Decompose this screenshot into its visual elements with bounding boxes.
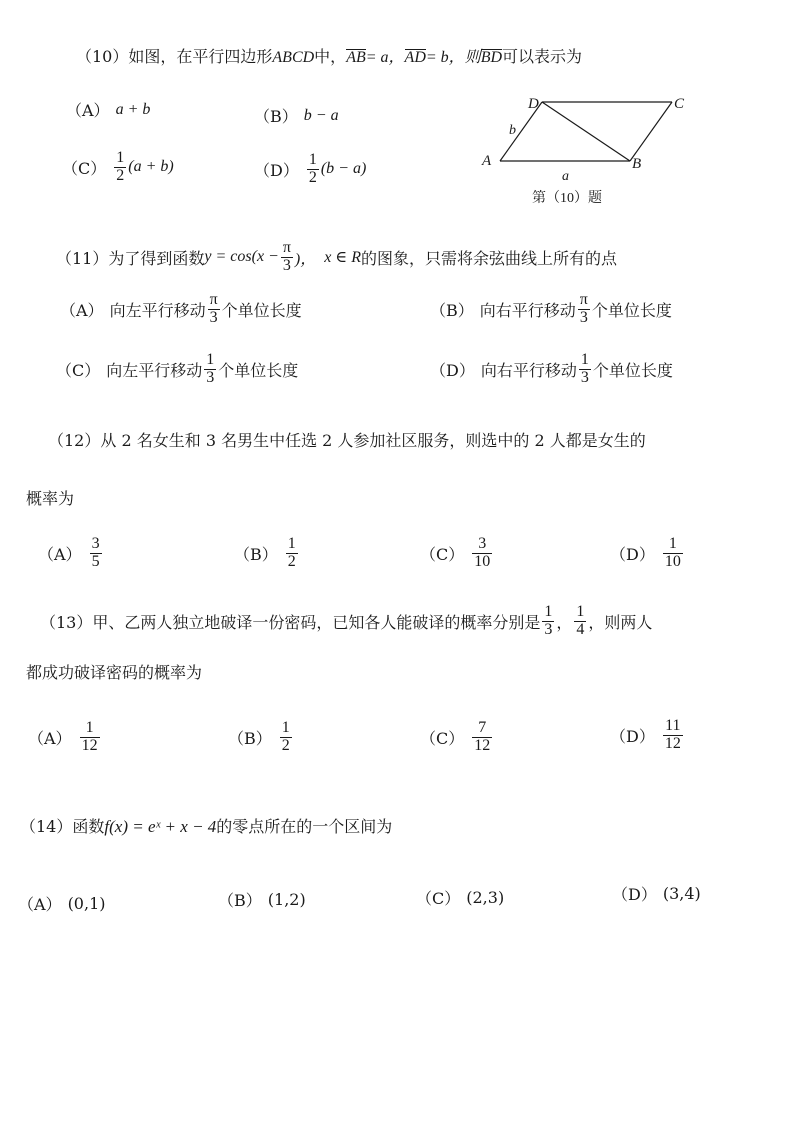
q13-text-2: ，则两人 — [588, 612, 653, 632]
option-label: （A） — [60, 300, 104, 320]
option-value: (0,1) — [67, 894, 106, 913]
q13-text-1: 甲、乙两人独立地破译一份密码，已知各人能破译的概率分别是 — [92, 612, 541, 632]
option-fraction: $\frac{1}{10}$ — [664, 535, 681, 570]
q10-eq-2: = b，则 — [425, 49, 481, 66]
option-fraction: $\frac{11}{12}$ — [664, 717, 681, 752]
option-label: （C） — [420, 728, 465, 748]
point-label-c: C — [674, 96, 685, 112]
q11-func-1: y = cos(x − — [204, 248, 279, 266]
q12-option-d[interactable] — [610, 536, 685, 571]
q10-vector-ab: AB — [346, 49, 366, 66]
q14-option-b[interactable] — [218, 888, 306, 911]
q11-pi-over-3: $\frac{\pi}{3}$ — [282, 239, 291, 274]
q14-stem — [20, 814, 392, 837]
q14-text-2: 的零点所在的一个区间为 — [216, 817, 393, 836]
option-label: （B） — [254, 107, 298, 126]
option-expr: b − a — [303, 106, 339, 124]
option-text-post: 个单位长度 — [591, 300, 672, 320]
option-label: （D） — [610, 544, 655, 564]
q10-option-c[interactable] — [62, 150, 174, 185]
q10-text-3: 可以表示为 — [502, 47, 583, 66]
option-label: （D） — [430, 360, 475, 380]
option-label: （D） — [612, 885, 657, 904]
option-text-post: 个单位长度 — [221, 300, 302, 320]
option-label: （C） — [56, 360, 101, 380]
option-fraction: $\frac{7}{12}$ — [474, 719, 491, 754]
q13-stem-line-1 — [40, 604, 652, 639]
option-text-pre: 向右平行移动 — [479, 300, 576, 320]
option-value: (2,3) — [466, 888, 505, 907]
q11-func-2: )， — [294, 250, 317, 268]
q11-option-c[interactable] — [56, 352, 298, 387]
q10-text-2: 中， — [314, 47, 347, 66]
q10-option-d[interactable] — [254, 152, 366, 187]
q11-text-2: 的图象，只需将余弦曲线上所有的点 — [360, 248, 617, 268]
option-text-post: 个单位长度 — [592, 360, 673, 380]
option-value: (3,4) — [662, 884, 701, 903]
q11-option-b[interactable] — [430, 292, 672, 327]
option-fraction: $\frac{1}{2}$ — [116, 149, 125, 184]
q14-option-a[interactable] — [18, 892, 106, 915]
q12-stem-line-2: 概率为 — [26, 489, 75, 508]
option-fraction: $\frac{\pi}{3}$ — [209, 291, 218, 326]
q11-text-1: 为了得到函数 — [108, 248, 205, 268]
q14-number: （14） — [20, 817, 73, 836]
option-fraction: $\frac{1}{2}$ — [287, 535, 296, 570]
q11-option-a[interactable] — [60, 292, 302, 327]
option-fraction: $\frac{1}{12}$ — [81, 719, 98, 754]
q13-number: （13） — [40, 612, 93, 632]
q12-option-c[interactable] — [420, 536, 494, 571]
option-fraction: $\frac{1}{2}$ — [308, 151, 317, 186]
option-text-post: 个单位长度 — [218, 360, 299, 380]
option-label: （A） — [28, 728, 72, 748]
option-fraction: $\frac{\pi}{3}$ — [579, 291, 588, 326]
option-expr: a + b — [115, 100, 151, 118]
q10-eq-1: = a， — [365, 49, 405, 66]
q11-option-d[interactable] — [430, 352, 673, 387]
option-label: （D） — [254, 160, 299, 180]
option-label: （A） — [18, 895, 62, 914]
q10-stem — [76, 44, 582, 67]
option-expr: (a + b) — [128, 158, 174, 176]
q12-option-a[interactable] — [38, 536, 104, 571]
q14-option-c[interactable] — [416, 886, 504, 909]
side-label-b: b — [509, 123, 516, 138]
q13-option-d[interactable] — [610, 718, 685, 753]
q10-option-b[interactable] — [254, 104, 339, 127]
q10-shape: ABCD — [272, 49, 315, 66]
q13-stem-line-2: 都成功破译密码的概率为 — [26, 663, 203, 682]
q11-number: （11） — [56, 248, 109, 268]
option-text-pre: 向左平行移动 — [106, 360, 203, 380]
q13-option-a[interactable] — [28, 720, 102, 755]
q10-number: （10） — [76, 47, 129, 66]
option-label: （A） — [66, 101, 110, 120]
q11-stem — [56, 240, 617, 275]
option-label: （C） — [416, 889, 461, 908]
q12-option-b[interactable] — [234, 536, 300, 571]
q12-text-1: 从 2 名女生和 3 名男生中任选 2 人参加社区服务，则选中的 2 人都是女生的 — [100, 431, 646, 450]
option-fraction: $\frac{3}{10}$ — [474, 535, 491, 570]
option-value: (1,2) — [267, 890, 306, 909]
figure-caption: 第（10）题 — [532, 191, 602, 206]
q10-parallelogram-figure — [470, 88, 710, 218]
option-text-pre: 向右平行移动 — [480, 360, 577, 380]
q13-separator: ， — [556, 612, 573, 632]
option-text-pre: 向左平行移动 — [109, 300, 206, 320]
side-bc — [630, 102, 672, 161]
q12-number: （12） — [48, 431, 101, 450]
option-label: （B） — [218, 891, 262, 910]
q14-option-d[interactable] — [612, 882, 701, 905]
side-label-a: a — [562, 169, 569, 184]
q13-option-b[interactable] — [228, 720, 294, 755]
option-fraction: $\frac{3}{5}$ — [91, 535, 100, 570]
q13-fraction-1: $\frac{1}{3}$ — [544, 603, 553, 638]
option-label: （B） — [430, 300, 474, 320]
diagonal-db — [542, 102, 630, 161]
option-label: （B） — [228, 728, 272, 748]
point-label-b: B — [632, 156, 642, 172]
q14-text-1: 函数 — [72, 817, 105, 836]
q10-vector-ad: AD — [404, 49, 426, 66]
q13-fraction-2: $\frac{1}{4}$ — [576, 603, 585, 638]
q11-domain: x ∈ R — [324, 249, 361, 267]
option-fraction: $\frac{1}{2}$ — [281, 719, 290, 754]
point-label-a: A — [482, 153, 492, 169]
option-fraction: $\frac{1}{3}$ — [206, 351, 215, 386]
point-label-d: D — [528, 96, 539, 112]
q12-stem-line-1 — [48, 428, 646, 451]
option-label: （C） — [420, 544, 465, 564]
q10-option-a[interactable] — [66, 98, 150, 121]
option-label: （B） — [234, 544, 278, 564]
q10-vector-bd: BD — [480, 49, 503, 66]
option-fraction: $\frac{1}{3}$ — [580, 351, 589, 386]
option-label: （D） — [610, 726, 655, 746]
option-label: （C） — [62, 158, 107, 178]
option-label: （A） — [38, 544, 82, 564]
option-expr: (b − a) — [320, 160, 367, 178]
q10-text-1: 如图，在平行四边形 — [128, 47, 273, 66]
q14-function: f(x) = eˣ + x − 4 — [104, 817, 217, 836]
q13-option-c[interactable] — [420, 720, 494, 755]
